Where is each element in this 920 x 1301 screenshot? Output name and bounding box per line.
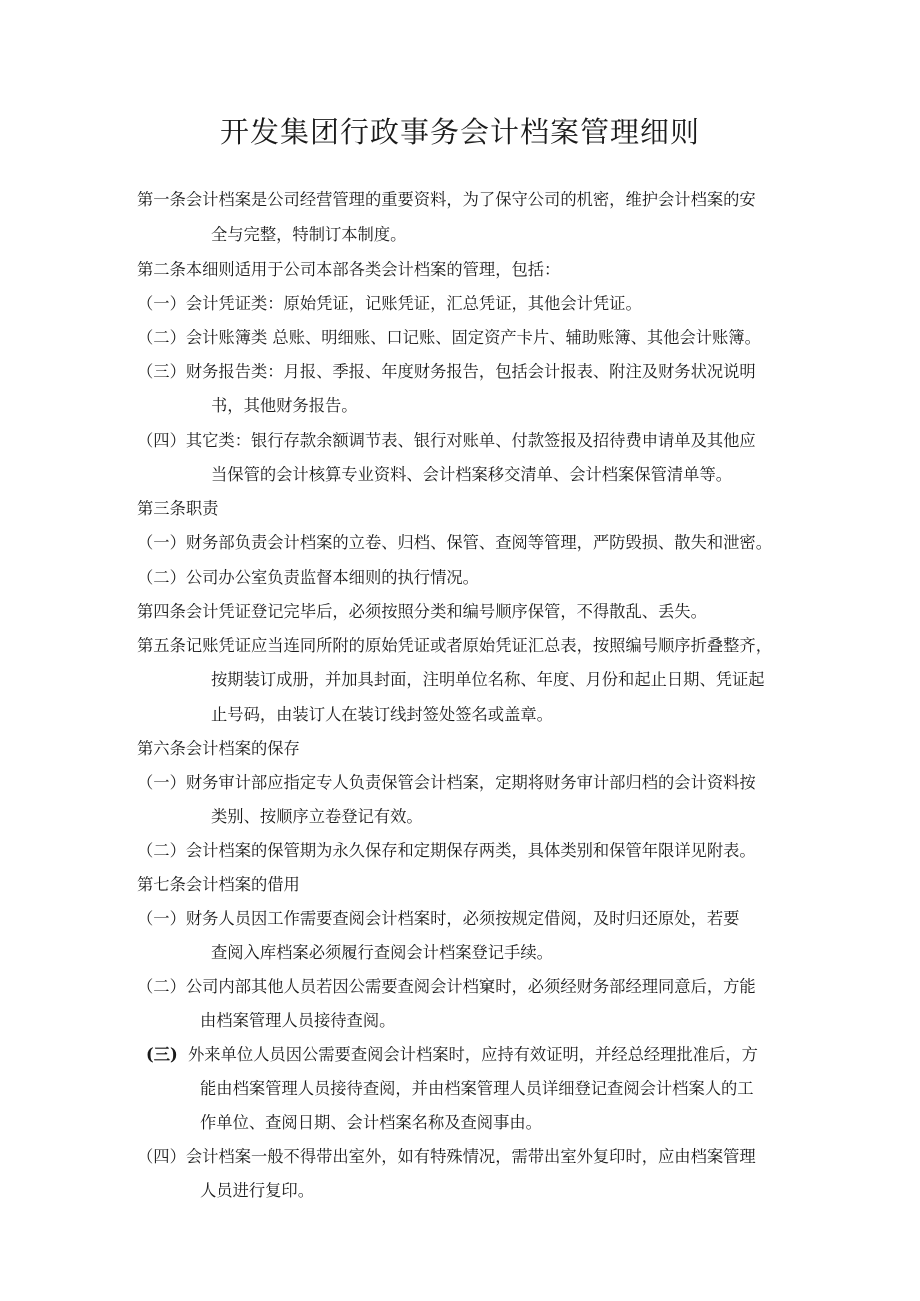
article-2-item-1: （一）会计凭证类：原始凭证，记账凭证，汇总凭证，其他会计凭证。 bbox=[137, 294, 642, 313]
article-7-item-4-line-1: （四）会计档案一般不得带出室外，如有特殊情况，需带出室外复印时，应由档案管理 bbox=[137, 1147, 756, 1166]
article-7-item-1-line-2: 查阅入库档案必须履行查阅会计档案登记手续。 bbox=[211, 943, 553, 962]
article-2-item-2: （二）会计账簿类 总账、明细账、口记账、固定资产卡片、辅助账簿、其他会计账簿。 bbox=[137, 328, 761, 347]
article-1-line-1: 第一条会计档案是公司经营管理的重要资料，为了保守公司的机密，维护会计档案的安 bbox=[137, 190, 756, 209]
article-7-item-3-line-2: 能由档案管理人员接待查阅，并由档案管理人员详细登记查阅会计档案人的工 bbox=[200, 1079, 754, 1098]
document-title: 开发集团行政事务会计档案管理细则 bbox=[219, 115, 700, 149]
article-6-heading: 第六条会计档案的保存 bbox=[137, 739, 300, 758]
article-2-item-4-line-1: （四）其它类：银行存款余额调节表、银行对账单、付款签报及招待费申请单及其他应 bbox=[137, 431, 756, 450]
article-6-item-1-line-2: 类别、按顺序立卷登记有效。 bbox=[211, 807, 423, 826]
article-6-item-1-line-1: （一）财务审计部应指定专人负责保管会计档案，定期将财务审计部归档的会计资料按 bbox=[137, 773, 756, 792]
article-1-line-2: 全与完整，特制订本制度。 bbox=[211, 225, 407, 244]
article-2-item-3-line-1: （三）财务报告类：月报、季报、年度财务报告，包括会计报表、附注及财务状况说明 bbox=[137, 362, 756, 381]
article-2-item-3-line-2: 书，其他财务报告。 bbox=[211, 396, 358, 415]
article-7-item-3-marker: (三) bbox=[146, 1045, 178, 1064]
article-7-item-4-line-2: 人员进行复印。 bbox=[200, 1181, 314, 1200]
article-7-item-3-line-1: 外来单位人员因公需要查阅会计档案时，应持有效证明，并经总经理批准后，方 bbox=[188, 1045, 758, 1064]
article-6-item-2: （二）会计档案的保管期为永久保存和定期保存两类，具体类别和保管年限详见附表。 bbox=[137, 841, 756, 860]
article-7-item-2-line-1: （二）公司内部其他人员若因公需要查阅会计档窠时，必须经财务部经理同意后，方能 bbox=[137, 977, 756, 996]
article-2-line-1: 第二条本细则适用于公司本部各类会计档案的管理，包括： bbox=[137, 260, 561, 279]
article-5-line-2: 按期装订成册，并加具封面，注明单位名称、年度、月份和起止日期、凭证起 bbox=[211, 670, 765, 689]
article-7-item-2-line-2: 由档案管理人员接待查阅。 bbox=[200, 1011, 396, 1030]
article-4-line-1: 第四条会计凭证登记完毕后，必须按照分类和编号顺序保管，不得散乱、丢失。 bbox=[137, 602, 707, 621]
article-7-heading: 第七条会计档案的借用 bbox=[137, 875, 300, 894]
article-5-line-3: 止号码，由装订人在装订线封签处签名或盖章。 bbox=[211, 705, 553, 724]
article-3-heading: 第三条职责 bbox=[137, 499, 219, 518]
article-5-line-1: 第五条记账凭证应当连同所附的原始凭证或者原始凭证汇总表，按照编号顺序折叠整齐， bbox=[137, 636, 772, 655]
article-7-item-3-line-3: 作单位、查阅日期、会计档案名称及查阅事由。 bbox=[200, 1113, 542, 1132]
article-3-item-2: （二）公司办公室负责监督本细则的执行情况。 bbox=[137, 568, 479, 587]
article-2-item-4-line-2: 当保管的会计核算专业资料、会计档案移交清单、会计档案保管清单等。 bbox=[211, 465, 733, 484]
article-7-item-1-line-1: （一）财务人员因工作需要查阅会计档案时，必须按规定借阅，及时归还原处，若要 bbox=[137, 909, 740, 928]
article-3-item-1: （一）财务部负责会计档案的立卷、归档、保管、查阅等管理，严防毁损、散失和泄密。 bbox=[137, 533, 772, 552]
